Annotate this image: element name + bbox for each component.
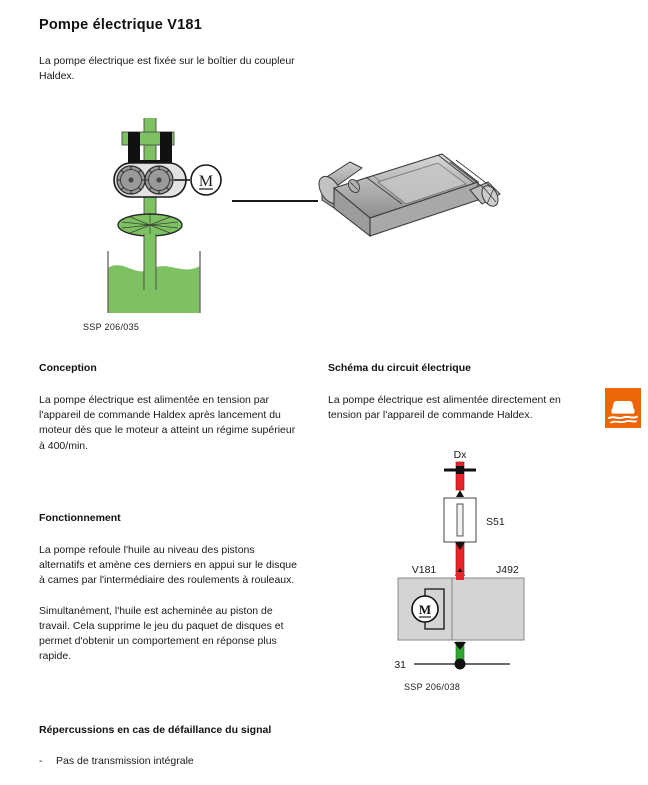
skid-line-lower xyxy=(611,421,636,423)
terminal-node xyxy=(456,466,464,474)
fonctionnement-heading: Fonctionnement xyxy=(39,512,121,524)
motor-symbol-label: M xyxy=(198,173,214,190)
filter-disc xyxy=(118,214,182,236)
ground-label: 31 xyxy=(394,659,406,671)
svg-text:M: M xyxy=(418,602,432,617)
traction-control-warning-icon xyxy=(605,388,641,428)
intro-paragraph: La pompe électrique est fixée sur le boîtier du coupleur Haldex. xyxy=(39,55,295,82)
fonctionnement-section xyxy=(39,512,301,664)
circuit-figure-caption: SSP 206/038 xyxy=(404,682,461,692)
fuse-label: S51 xyxy=(486,516,505,528)
pump-label: V181 xyxy=(411,564,437,576)
skid-line-upper xyxy=(609,417,637,418)
schema-paragraph-1: La pompe électrique est alimentée directement en tension par l'appareil de commande Haldex. xyxy=(328,394,561,422)
bullet-text: Pas de transmission intégrale xyxy=(56,755,194,767)
car-body-glyph xyxy=(612,409,635,414)
page-title: Pompe électrique V181 xyxy=(39,17,202,33)
car-glyph xyxy=(612,401,634,410)
repercussions-list-item xyxy=(39,754,301,769)
supply-wire-stub xyxy=(456,572,464,580)
fonctionnement-paragraph-1: La pompe refoule l'huile au niveau des pistons alternatifs et amène ces derniers en appui sur le disque à cames par l'intermédiaire des roulements à rouleaux. xyxy=(39,544,297,587)
schema-section xyxy=(328,362,590,423)
hydraulic-schematic-figure xyxy=(78,108,238,313)
duct-front-segment xyxy=(144,234,156,290)
ground-junction-dot xyxy=(455,659,466,670)
conception-paragraph-1: La pompe électrique est alimentée en tension par l'appareil de commande Haldex après lancement du moteur dès que le moteur a atteint un régime supérieur à 400/min. xyxy=(39,394,296,452)
pump-illustration xyxy=(310,138,510,268)
electrical-circuit-figure xyxy=(392,446,572,678)
fonctionnement-paragraph-2: Simultanément, l'huile est acheminée au piston de travail. Cela supprime le jeu du paquet de disques et permet d'obtenir un comportement en réponse plus rapide. xyxy=(39,604,284,663)
control-unit-label: J492 xyxy=(496,564,519,576)
supply-terminal-label: Dx xyxy=(453,449,467,461)
figure-connector-line xyxy=(232,200,318,202)
schema-heading: Schéma du circuit électrique xyxy=(328,362,471,374)
conception-section xyxy=(39,362,301,454)
conception-heading: Conception xyxy=(39,362,97,374)
repercussions-section xyxy=(39,724,301,769)
fuse-element xyxy=(457,504,463,536)
repercussions-heading: Répercussions en cas de défaillance du signal xyxy=(39,724,272,736)
bullet-marker: - xyxy=(39,755,43,767)
hydraulic-figure-caption: SSP 206/035 xyxy=(83,322,140,332)
supply-arrow-up-1 xyxy=(456,490,464,497)
